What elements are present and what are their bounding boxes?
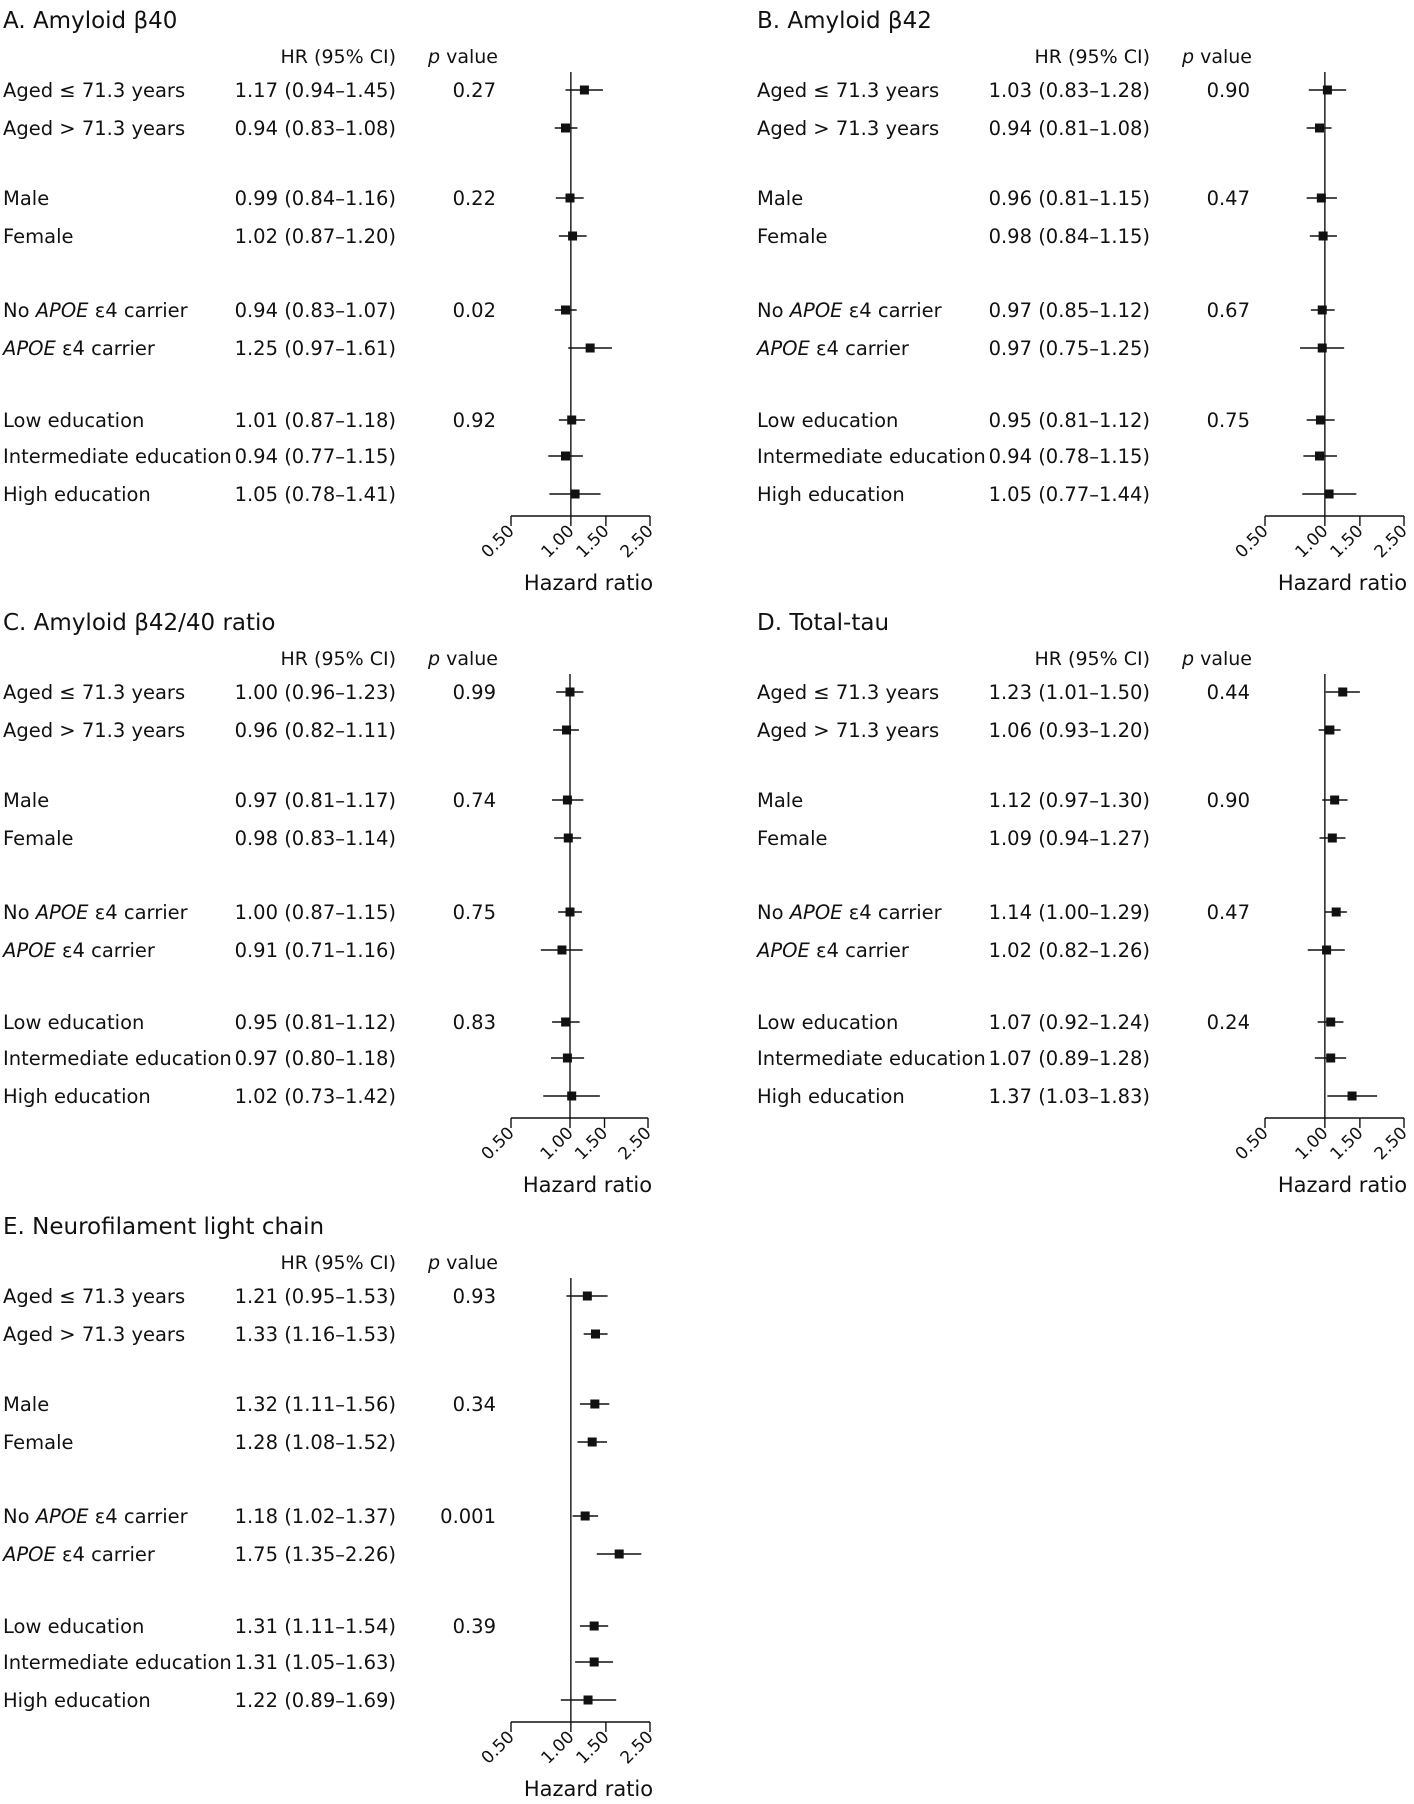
x-tick-label: 1.00: [536, 1123, 578, 1165]
x-tick-label: 0.50: [1231, 521, 1273, 563]
x-tick-label: 1.00: [1291, 1123, 1333, 1165]
hr-ci-value: 0.98 (0.84–1.15): [988, 225, 1150, 248]
hr-ci-value: 1.07 (0.92–1.24): [988, 1011, 1150, 1034]
p-value: 0.44: [1206, 681, 1250, 704]
p-value: 0.83: [452, 1011, 496, 1034]
x-axis-label: Hazard ratio: [523, 571, 654, 595]
hr-ci-value: 0.95 (0.81–1.12): [234, 1011, 396, 1034]
hr-ci-value: 1.05 (0.78–1.41): [234, 483, 396, 506]
hr-point: [615, 1550, 624, 1559]
p-value-column-header: p value: [1182, 648, 1252, 670]
p-value: 0.74: [452, 789, 496, 812]
hr-ci-value: 1.33 (1.16–1.53): [234, 1323, 396, 1346]
row-label: Aged ≤ 71.3 years: [757, 79, 940, 102]
hr-ci-value: 1.02 (0.73–1.42): [234, 1085, 396, 1108]
hr-ci-value: 0.96 (0.82–1.11): [234, 719, 396, 742]
row-label: Intermediate education: [3, 445, 232, 468]
row-label: Male: [757, 789, 804, 812]
row-label: Female: [757, 827, 828, 850]
hr-point: [1315, 124, 1324, 133]
hr-ci-value: 1.23 (1.01–1.50): [988, 681, 1150, 704]
hr-point: [1315, 452, 1324, 461]
p-value: 0.75: [452, 901, 496, 924]
hr-ci-value: 1.37 (1.03–1.83): [988, 1085, 1150, 1108]
hr-ci-value: 0.97 (0.81–1.17): [234, 789, 396, 812]
row-label: No APOE ε4 carrier: [3, 299, 188, 322]
hr-ci-value: 1.12 (0.97–1.30): [988, 789, 1150, 812]
row-label: High education: [757, 1085, 905, 1108]
hr-ci-value: 1.02 (0.87–1.20): [234, 225, 396, 248]
row-label: Male: [757, 187, 804, 210]
hr-ci-value: 1.00 (0.96–1.23): [234, 681, 396, 704]
hr-ci-value: 1.31 (1.05–1.63): [234, 1651, 396, 1674]
hr-ci-value: 1.06 (0.93–1.20): [988, 719, 1150, 742]
hr-ci-value: 1.03 (0.83–1.28): [988, 79, 1150, 102]
panel-title: D. Total-tau: [757, 610, 890, 636]
p-value: 0.92: [452, 409, 496, 432]
row-label: High education: [3, 1085, 151, 1108]
x-axis-label: Hazard ratio: [1277, 571, 1408, 595]
forest-panel: [1, 1214, 658, 1800]
row-label: High education: [757, 483, 905, 506]
hr-ci-value: 1.75 (1.35–2.26): [234, 1543, 396, 1566]
row-label: APOE ε4 carrier: [3, 939, 155, 962]
p-value-column-header: p value: [428, 46, 498, 68]
x-axis-label: Hazard ratio: [1277, 1173, 1408, 1197]
hr-point: [561, 306, 570, 315]
hr-ci-value: 1.32 (1.11–1.56): [234, 1393, 396, 1416]
hr-ci-value: 1.21 (0.95–1.53): [234, 1285, 396, 1308]
hr-ci-value: 1.17 (0.94–1.45): [234, 79, 396, 102]
hr-ci-value: 1.22 (0.89–1.69): [234, 1689, 396, 1712]
hr-ci-value: 0.94 (0.81–1.08): [988, 117, 1150, 140]
row-label: Male: [3, 1393, 50, 1416]
hr-point: [561, 1018, 570, 1027]
row-label: Female: [3, 1431, 74, 1454]
x-tick-label: 1.50: [572, 1727, 614, 1769]
row-label: APOE ε4 carrier: [757, 939, 909, 962]
hr-point: [1319, 232, 1328, 241]
row-label: Female: [3, 827, 74, 850]
p-value-column-header: p value: [428, 648, 498, 670]
row-label: Aged > 71.3 years: [3, 117, 186, 140]
hr-point: [1348, 1092, 1357, 1101]
row-label: Aged > 71.3 years: [3, 1323, 186, 1346]
p-value: 0.34: [452, 1393, 496, 1416]
hr-point: [588, 1438, 597, 1447]
x-tick-label: 0.50: [1231, 1123, 1273, 1165]
hr-ci-value: 0.96 (0.81–1.15): [988, 187, 1150, 210]
forest-panel: [755, 8, 1412, 595]
p-value: 0.47: [1206, 901, 1250, 924]
hr-point: [580, 86, 589, 95]
p-value: 0.24: [1206, 1011, 1250, 1034]
hr-column-header: HR (95% CI): [280, 648, 396, 670]
x-tick-label: 0.50: [477, 521, 519, 563]
row-label: Male: [3, 187, 50, 210]
hr-ci-value: 1.09 (0.94–1.27): [988, 827, 1150, 850]
hr-point: [567, 1092, 576, 1101]
hr-ci-value: 0.98 (0.83–1.14): [234, 827, 396, 850]
hr-point: [1325, 726, 1334, 735]
p-value: 0.001: [440, 1505, 496, 1528]
hr-ci-value: 0.97 (0.80–1.18): [234, 1047, 396, 1070]
x-axis-label: Hazard ratio: [522, 1173, 653, 1197]
row-label: Low education: [757, 409, 899, 432]
hr-point: [565, 194, 574, 203]
hr-ci-value: 0.97 (0.85–1.12): [988, 299, 1150, 322]
hr-ci-value: 1.05 (0.77–1.44): [988, 483, 1150, 506]
row-label: No APOE ε4 carrier: [3, 1505, 188, 1528]
hr-point: [1338, 688, 1347, 697]
hr-point: [568, 232, 577, 241]
row-label: Intermediate education: [3, 1651, 232, 1674]
hr-point: [1322, 946, 1331, 955]
panel-title: C. Amyloid β42/40 ratio: [3, 610, 276, 636]
hr-ci-value: 1.14 (1.00–1.29): [988, 901, 1150, 924]
x-tick-label: 1.50: [571, 1123, 613, 1165]
hr-ci-value: 0.94 (0.77–1.15): [234, 445, 396, 468]
row-label: APOE ε4 carrier: [3, 1543, 155, 1566]
row-label: Aged ≤ 71.3 years: [757, 681, 940, 704]
hr-column-header: HR (95% CI): [280, 46, 396, 68]
hr-point: [1326, 1054, 1335, 1063]
hr-point: [564, 834, 573, 843]
p-value: 0.27: [452, 79, 496, 102]
row-label: No APOE ε4 carrier: [3, 901, 188, 924]
forest-panel: [1, 8, 658, 595]
row-label: Female: [3, 225, 74, 248]
x-tick-label: 1.50: [1326, 1123, 1368, 1165]
hr-point: [1326, 1018, 1335, 1027]
hr-ci-value: 1.28 (1.08–1.52): [234, 1431, 396, 1454]
hr-ci-value: 1.31 (1.11–1.54): [234, 1615, 396, 1638]
row-label: Aged ≤ 71.3 years: [3, 79, 186, 102]
hr-ci-value: 0.95 (0.81–1.12): [988, 409, 1150, 432]
p-value: 0.93: [452, 1285, 496, 1308]
x-tick-label: 0.50: [477, 1123, 519, 1165]
hr-point: [557, 946, 566, 955]
p-value: 0.90: [1206, 789, 1250, 812]
p-value-column-header: p value: [428, 1252, 498, 1274]
x-tick-label: 2.50: [616, 521, 658, 563]
row-label: Low education: [757, 1011, 899, 1034]
row-label: High education: [3, 483, 151, 506]
hr-ci-value: 1.00 (0.87–1.15): [234, 901, 396, 924]
hr-point: [1332, 908, 1341, 917]
hr-point: [1330, 796, 1339, 805]
hr-ci-value: 0.94 (0.83–1.08): [234, 117, 396, 140]
hr-column-header: HR (95% CI): [1034, 648, 1150, 670]
p-value: 0.75: [1206, 409, 1250, 432]
x-axis-label: Hazard ratio: [523, 1777, 654, 1800]
row-label: Aged > 71.3 years: [757, 719, 940, 742]
forest-panel: [755, 610, 1412, 1197]
row-label: Aged > 71.3 years: [757, 117, 940, 140]
hr-point: [581, 1512, 590, 1521]
hr-ci-value: 0.94 (0.78–1.15): [988, 445, 1150, 468]
hr-point: [590, 1400, 599, 1409]
x-tick-label: 2.50: [1370, 1123, 1412, 1165]
p-value: 0.67: [1206, 299, 1250, 322]
x-tick-label: 1.50: [572, 521, 614, 563]
x-tick-label: 2.50: [616, 1727, 658, 1769]
hr-point: [583, 1292, 592, 1301]
row-label: Male: [3, 789, 50, 812]
row-label: Aged ≤ 71.3 years: [3, 681, 186, 704]
row-label: Intermediate education: [3, 1047, 232, 1070]
hr-ci-value: 0.99 (0.84–1.16): [234, 187, 396, 210]
forest-panel: [1, 610, 656, 1197]
row-label: Intermediate education: [757, 445, 986, 468]
p-value-column-header: p value: [1182, 46, 1252, 68]
p-value: 0.22: [452, 187, 496, 210]
hr-column-header: HR (95% CI): [1034, 46, 1150, 68]
row-label: Low education: [3, 1615, 145, 1638]
hr-point: [586, 344, 595, 353]
p-value: 0.99: [452, 681, 496, 704]
hr-point: [561, 124, 570, 133]
x-tick-label: 0.50: [477, 1727, 519, 1769]
hr-point: [590, 1658, 599, 1667]
row-label: Low education: [3, 409, 145, 432]
hr-point: [591, 1330, 600, 1339]
hr-point: [567, 416, 576, 425]
row-label: No APOE ε4 carrier: [757, 901, 942, 924]
panel-title: B. Amyloid β42: [757, 8, 932, 34]
x-tick-label: 2.50: [1370, 521, 1412, 563]
row-label: Intermediate education: [757, 1047, 986, 1070]
hr-column-header: HR (95% CI): [280, 1252, 396, 1274]
hr-ci-value: 0.94 (0.83–1.07): [234, 299, 396, 322]
hr-point: [1328, 834, 1337, 843]
x-tick-label: 1.00: [537, 521, 579, 563]
row-label: Female: [757, 225, 828, 248]
p-value: 0.90: [1206, 79, 1250, 102]
hr-point: [561, 452, 570, 461]
row-label: High education: [3, 1689, 151, 1712]
x-tick-label: 1.00: [1291, 521, 1333, 563]
hr-ci-value: 0.91 (0.71–1.16): [234, 939, 396, 962]
row-label: APOE ε4 carrier: [3, 337, 155, 360]
x-tick-label: 1.50: [1326, 521, 1368, 563]
hr-ci-value: 1.25 (0.97–1.61): [234, 337, 396, 360]
hr-ci-value: 1.01 (0.87–1.18): [234, 409, 396, 432]
hr-ci-value: 1.18 (1.02–1.37): [234, 1505, 396, 1528]
p-value: 0.39: [452, 1615, 496, 1638]
panel-title: A. Amyloid β40: [3, 8, 178, 34]
row-label: No APOE ε4 carrier: [757, 299, 942, 322]
row-label: Low education: [3, 1011, 145, 1034]
hr-point: [590, 1622, 599, 1631]
hr-point: [1325, 490, 1334, 499]
hr-point: [584, 1696, 593, 1705]
x-tick-label: 2.50: [614, 1123, 656, 1165]
hr-point: [1316, 416, 1325, 425]
row-label: APOE ε4 carrier: [757, 337, 909, 360]
p-value: 0.02: [452, 299, 496, 322]
hr-ci-value: 1.02 (0.82–1.26): [988, 939, 1150, 962]
hr-ci-value: 0.97 (0.75–1.25): [988, 337, 1150, 360]
row-label: Aged ≤ 71.3 years: [3, 1285, 186, 1308]
panel-title: E. Neurofilament light chain: [3, 1214, 325, 1240]
row-label: Aged > 71.3 years: [3, 719, 186, 742]
hr-point: [571, 490, 580, 499]
hr-ci-value: 1.07 (0.89–1.28): [988, 1047, 1150, 1070]
x-tick-label: 1.00: [537, 1727, 579, 1769]
p-value: 0.47: [1206, 187, 1250, 210]
